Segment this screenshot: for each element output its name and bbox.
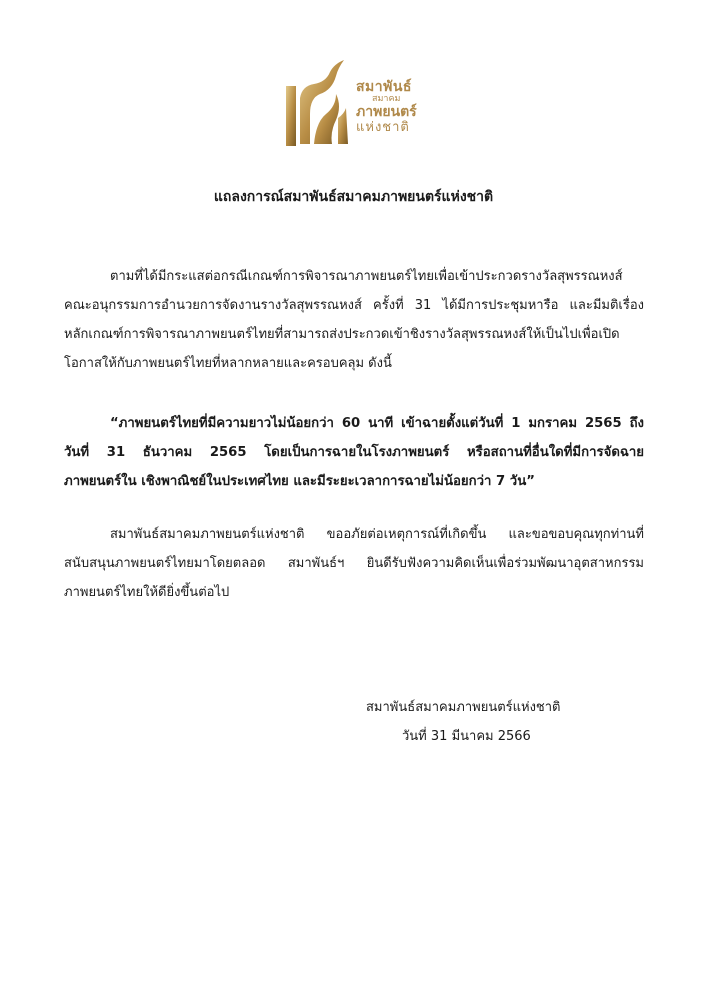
logo-line-1: สมาพันธ์ [356,79,412,95]
logo-wordmark [356,80,417,134]
paragraph-line: วันที่ 31 ธันวาคม 2565 โดยเป็นการฉายในโรงภาพยนตร์ หรือสถานที่อื่นใดที่มีการจัดฉาย [64,445,644,460]
statement-title: แถลงการณ์สมาพันธ์สมาคมภาพยนตร์แห่งชาติ [213,189,494,205]
signature-date: วันที่ 31 มีนาคม 2566 [402,729,531,744]
paragraph-line: ภาพยนตร์ไทยให้ดียิ่งขึ้นต่อไป [64,585,230,600]
paragraph-criteria-quote [64,409,644,496]
paragraph-apology [64,520,644,607]
logo [280,58,430,150]
paragraph-line: คณะอนุกรรมการอำนวยการจัดงานรางวัลสุพรรณหงส์ ครั้งที่ 31 ได้มีการประชุมหารือ และมีมติเรื่อง [64,298,644,313]
paragraph-intro [64,262,644,378]
logo-line-4: แห่งชาติ [356,120,410,135]
logo-line-3: ภาพยนตร์ [356,104,417,120]
paragraph-line: หลักเกณฑ์การพิจารณาภาพยนตร์ไทยที่สามารถส่งประกวดเข้าชิงรางวัลสุพรรณหงส์ให้เป็นไปเพื่อเปิด [64,327,620,342]
paragraph-line: สนับสนุนภาพยนตร์ไทยมาโดยตลอด สมาพันธ์ฯ ยินดีรับฟังความคิดเห็นเพื่อร่วมพัฒนาอุตสาหกรรม [64,556,644,571]
paragraph-line: ภาพยนตร์ใน เชิงพาณิชย์ในประเทศไทย และมีระยะเวลาการฉายไม่น้อยกว่า 7 วัน” [64,474,535,489]
paragraph-line: “ภาพยนตร์ไทยที่มีความยาวไม่น้อยกว่า 60 นาที เข้าฉายตั้งแต่วันที่ 1 มกราคม 2565 ถึง [110,416,644,431]
logo-line-2: สมาคม [372,94,401,104]
swan-emblem-icon [280,58,356,150]
paragraph-line: ตามที่ได้มีกระแสต่อกรณีเกณฑ์การพิจารณาภาพยนตร์ไทยเพื่อเข้าประกวดรางวัลสุพรรณหงส์ [110,269,623,284]
signature-block [366,693,561,751]
paragraph-line: โอกาสให้กับภาพยนตร์ไทยที่หลากหลายและครอบคลุม ดังนี้ [64,356,392,371]
paragraph-line: สมาพันธ์สมาคมภาพยนตร์แห่งชาติ ขออภัยต่อเหตุการณ์ที่เกิดขึ้น และขอขอบคุณทุกท่านที่ [110,527,644,542]
signature-organization: สมาพันธ์สมาคมภาพยนตร์แห่งชาติ [366,700,561,715]
